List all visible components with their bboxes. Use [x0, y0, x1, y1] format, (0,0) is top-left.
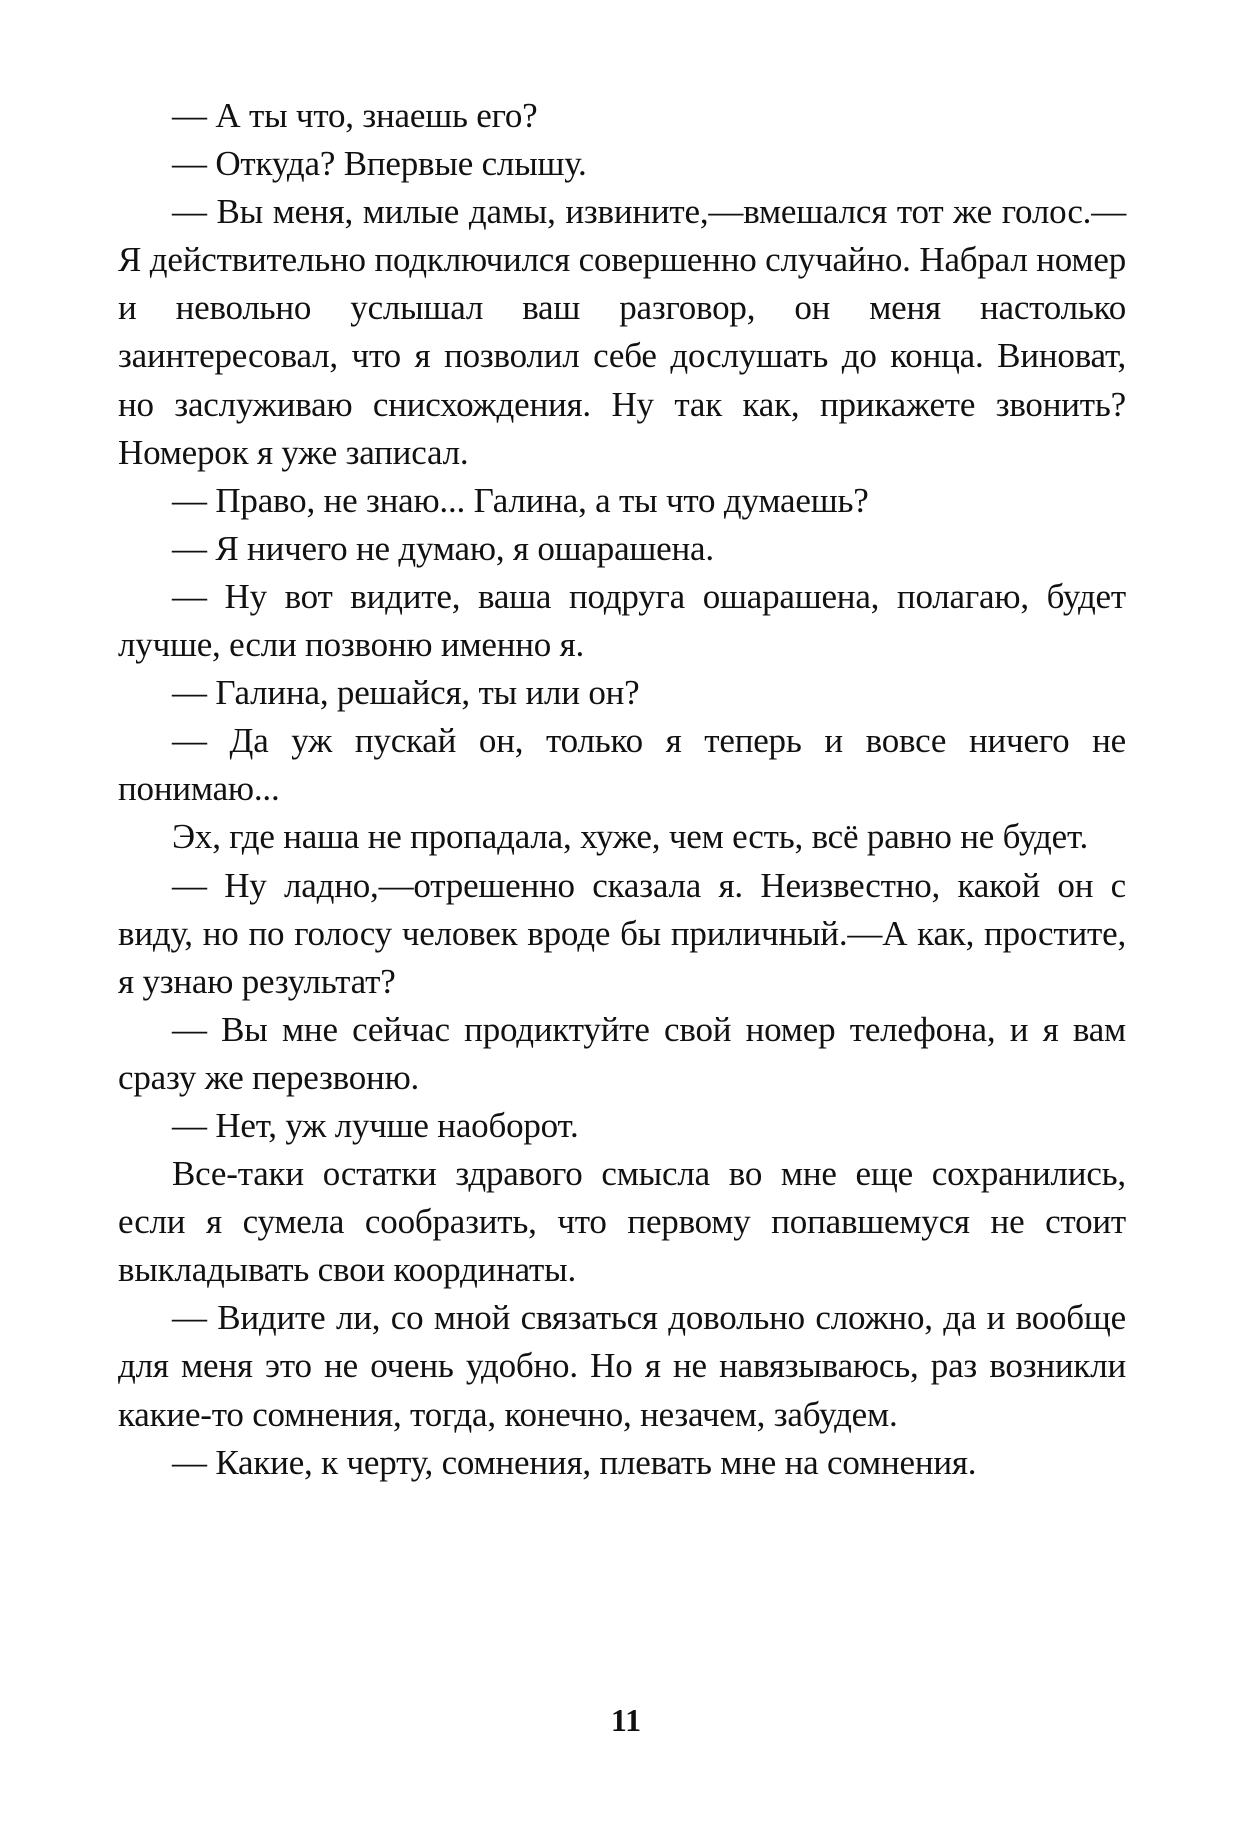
paragraph: Все-таки остатки здравого смысла во мне еще сохранились, если я сумела сообразить, что первому попавшемуся не стоит выкладывать свои координаты. — [118, 1154, 1126, 1290]
paragraph: — Откуда? Впервые слышу. — [172, 144, 587, 184]
paragraph: — Вы меня, милые дамы, извините,—вмешался тот же голос.—Я действительно подключился совершенно случайно. Набрал номер и невольно услышал ваш разговор, он меня настолько заинтересовал, что я позволил себе дослушать до конца. Виноват, но заслуживаю снисхождения. Ну так как, прикажете звонить? Номерок я уже записал. — [118, 192, 1126, 472]
body-text — [118, 92, 1126, 1487]
paragraph: — А ты что, знаешь его? — [172, 96, 538, 135]
page-number: 11 — [610, 1702, 642, 1738]
paragraph: — Ну ладно,—отрешенно сказала я. Неизвестно, какой он с виду, но по голосу человек вроде бы приличный.—А как, простите, я узнаю результат? — [118, 865, 1126, 1001]
paragraph: — Галина, решайся, ты или он? — [172, 673, 640, 713]
paragraph: — Я ничего не думаю, я ошарашена. — [172, 528, 714, 568]
paragraph: — Вы мне сейчас продиктуйте свой номер телефона, и я вам сразу же перезвоню. — [118, 1009, 1126, 1097]
paragraph: — Право, не знаю... Галина, а ты что думаешь? — [172, 480, 869, 520]
paragraph: — Видите ли, со мной связаться довольно сложно, да и вообще для меня это не очень удобно. Но я не навязываюсь, раз возникли какие-то сомнения, тогда, конечно, незачем, забудем. — [118, 1298, 1126, 1434]
paragraph: — Нет, уж лучше наоборот. — [172, 1105, 579, 1145]
paragraph: — Какие, к черту, сомнения, плевать мне на сомнения. — [172, 1442, 977, 1482]
paragraph: Эх, где наша не пропадала, хуже, чем есть, всё равно не будет. — [172, 817, 1088, 857]
paragraph: — Да уж пускай он, только я теперь и вовсе ничего не понимаю... — [118, 721, 1126, 809]
paragraph: — Ну вот видите, ваша подруга ошарашена, полагаю, будет лучше, если позвоню именно я. — [118, 576, 1126, 665]
